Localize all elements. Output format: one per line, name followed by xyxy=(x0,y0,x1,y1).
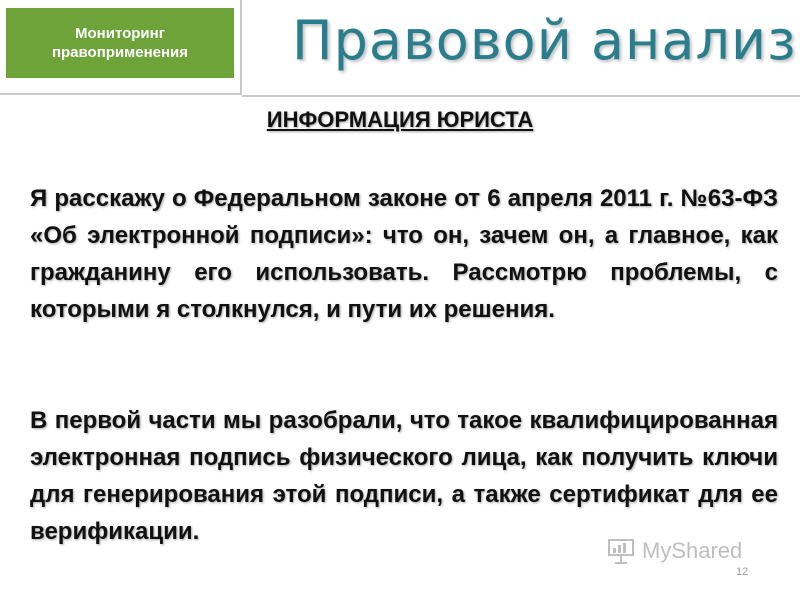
badge-line-1: Мониторинг xyxy=(75,25,165,42)
monitoring-badge xyxy=(6,8,234,78)
paragraph-intro: Я расскажу о Федеральном законе от 6 апреля 2011 г. №63-ФЗ «Об электронной подписи»: что он, зачем он, а главное, как гражданину его использовать. Рассмотрю проблемы, с которыми я столкнулся, и пути их решения. xyxy=(30,185,778,323)
badge-line-2: правоприменения xyxy=(51,44,189,61)
watermark-text: MyShared xyxy=(642,538,743,563)
badge-frame xyxy=(0,0,242,95)
page-number: 12 xyxy=(736,566,749,578)
watermark xyxy=(606,534,742,568)
section-heading: ИНФОРМАЦИЯ ЮРИСТА xyxy=(266,107,534,132)
header-divider xyxy=(242,95,800,97)
paragraph-part-one: В первой части мы разобрали, что такое квалифицированная электронная подпись физического лица, как получить ключи для генерирования этой подписи, а также сертификат для ее верификации. xyxy=(30,407,778,545)
slide-title: Правовой анализ xyxy=(292,9,797,72)
presentation-board-icon xyxy=(606,536,636,566)
